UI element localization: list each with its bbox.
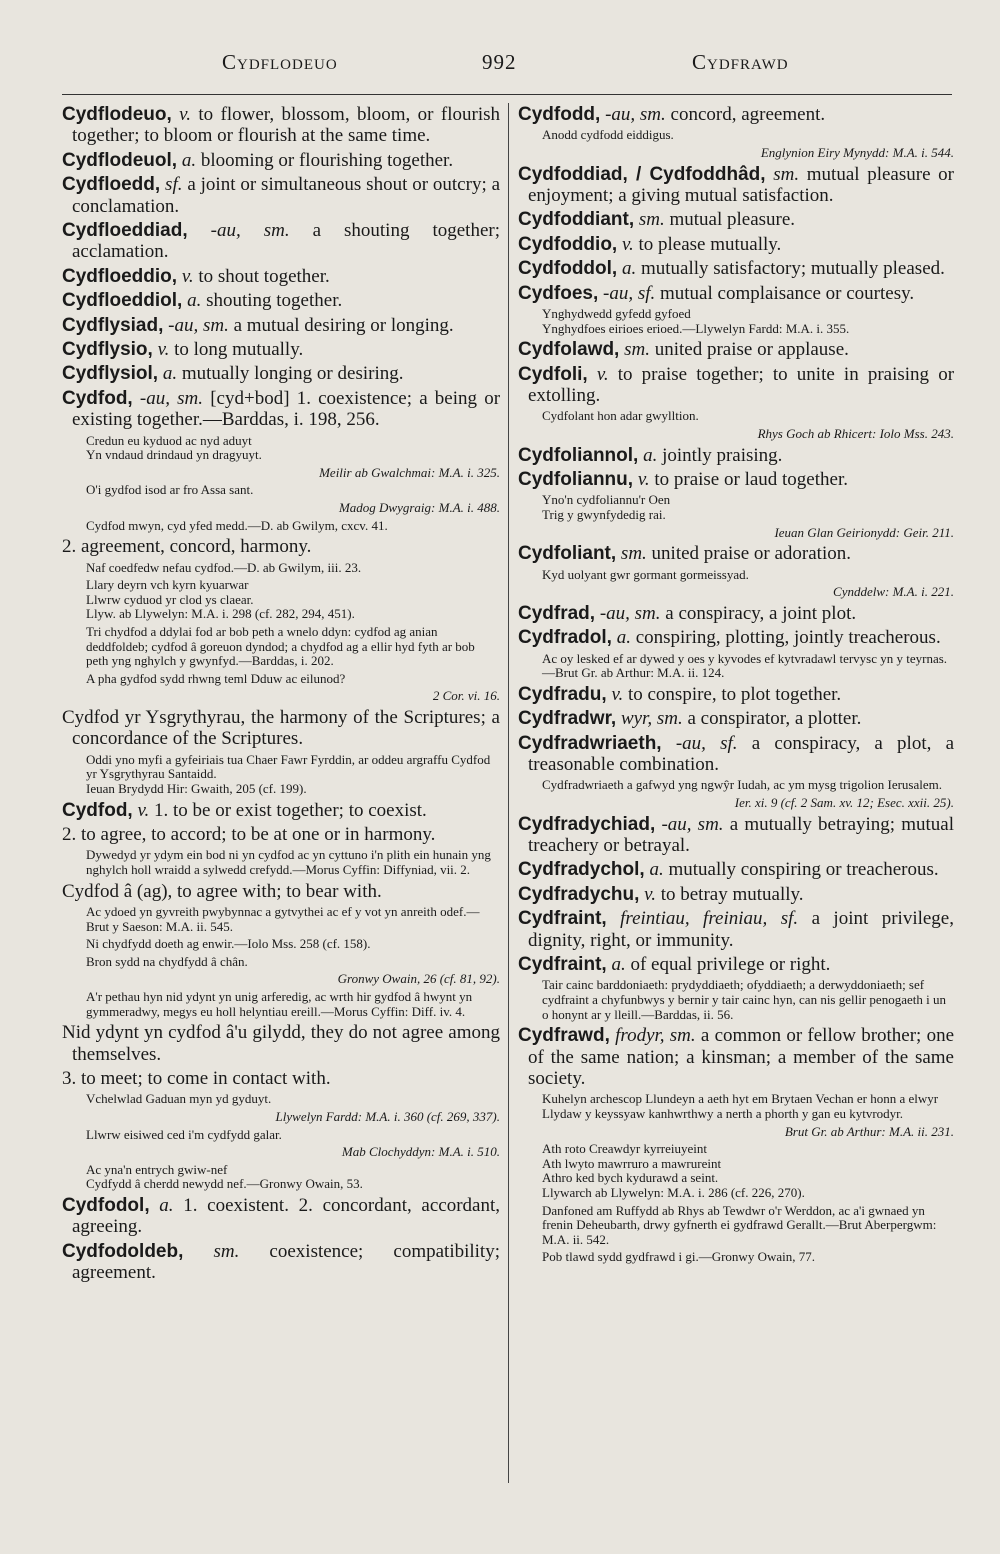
citation-line: Cydfradwriaeth a gafwyd yng ngwŷr Iudah, ac ym mysg trigolion Ierusalem. [542,777,943,793]
citation-line: Athro ked bych kydurawd a seint. [542,1170,719,1186]
citation-quote [86,1092,500,1107]
citation-source: Meilir ab Gwalchmai: M.A. i. 325. [319,464,500,480]
dictionary-entry [62,881,500,902]
dictionary-entry [62,266,500,287]
definition: shouting together. [206,290,343,312]
definition: to long mutually. [174,339,304,361]
citation-quote [86,753,500,797]
dictionary-entry [518,164,954,207]
citation-line: Kyd uolyant gwr gormant gormeissyad. [542,566,749,582]
headword: Cydfoliannol, [518,444,639,466]
dictionary-entry [518,445,954,466]
grammar-label: a. [643,444,658,466]
definition: blooming or flourishing together. [200,149,454,171]
headword: Cydfoes, [518,282,599,304]
definition: a conspirator, a plotter. [687,708,862,730]
grammar-label: -au, sm. [605,104,666,125]
grammar-label: sm. [620,543,647,565]
definition: mutual pleasure or enjoyment; a giving mutual satisfaction. [528,163,955,206]
citation-line: Ieuan Brydydd Hir: Gwaith, 205 (cf. 199). [86,781,307,796]
headword: Cydfod, [62,799,133,821]
headword: Cydfoddol, [518,258,618,280]
citation-line: Ath roto Creawdyr kyrreiuyeint [542,1141,707,1157]
citation-quote [86,561,500,576]
citation-quote [86,483,500,498]
definition: a conspiracy, a plot, a treasonable combination. [528,732,955,776]
dictionary-entry [62,150,500,171]
definition: mutually longing or desiring. [181,363,404,385]
dictionary-entry [62,824,500,845]
dictionary-entry [518,859,954,880]
definition: a mutually betraying; mutual treachery or betrayal. [528,813,954,857]
definition: to shout together. [198,265,330,287]
headword: Cydfradychiad, [518,813,656,835]
grammar-label: -au, sf. [675,732,738,754]
dictionary-entry [62,339,500,360]
headword: Cydfod, [62,387,133,409]
dictionary-entry [518,258,954,279]
dictionary-entry [518,814,954,857]
citation-source: Gronwy Owain, 26 (cf. 81, 92). [337,971,500,987]
citation-source: Ier. xi. 9 (cf. 2 Sam. xv. 12; Esec. xxii. 25). [734,795,954,811]
headword: Cydfloedd, [62,174,161,196]
dictionary-entry [62,1195,500,1238]
header-rule [62,94,952,95]
headword: Cydfraint, [518,908,607,930]
citation-quote [542,1142,954,1200]
definition: mutually conspiring or treacherous. [668,859,939,881]
headword: Cydfodd, [518,104,601,125]
citation-line: A'r pethau hyn nid ydynt yn unig arferedig, ac wrth hir gydfod â hwynt yn gymmeradwy, megys eu holl helyntiau ereill.—Morus Cyffin: Diff. iv. 4. [86,988,473,1019]
grammar-label: a. [181,149,197,171]
headword: Cydfrad, [518,602,596,624]
dictionary-entry [62,1022,500,1065]
grammar-label: wyr, sm. [620,708,683,730]
definition: 3. to meet; to come in contact with. [62,1067,331,1089]
citation-quote [86,625,500,669]
dictionary-entry [518,283,954,304]
citation-quote [542,1092,954,1121]
definition: Cydfod yr Ysgrythyrau, the harmony of the Scriptures; a concordance of the Scriptures. [62,707,500,750]
definition: united praise or applause. [654,339,849,361]
citation-line: Llwrw cyduod yr clod ys claear. [86,591,254,607]
citation-quote [86,955,500,970]
headword: Cydfradol, [518,627,612,649]
citation-quote [542,307,954,336]
citation-line: Llary deyrn vch kyrn kyuarwar [86,577,249,593]
definition: mutual pleasure. [669,209,796,231]
grammar-label: -au, sf. [603,282,656,304]
running-head-left: Cydflodeuo [222,50,338,74]
citation-line: Tair cainc barddoniaeth: prydyddiaeth; ofyddiaeth; a derwyddoniaeth; sef cydfraint a chyfunbwys y bernir y tair cainc hyn, can nis gellir penogaeth i un o honynt ar y lleill.—Barddas, ii. 56. [542,977,946,1022]
headword: Cydfraint, [518,954,607,976]
grammar-label: sm. [624,339,650,361]
headword: Cydflysiol, [62,363,159,385]
citation-quote [542,1204,954,1248]
grammar-label: a. [162,363,178,385]
citation-line: Ac ydoed yn gyvreith pwybynnac a gytvythei ac ef y vot yn anreith odef.—Brut y Saeson: M.A. ii. 545. [86,904,480,934]
dictionary-entry [518,543,954,564]
grammar-label: a. [187,290,202,312]
grammar-label: a. [611,954,626,976]
grammar-label: -au, sm. [139,387,204,409]
definition: Nid ydynt yn cydfod â'u gilydd, they do not agree among themselves. [62,1022,500,1065]
citation-quote [86,434,500,463]
headword: Cydfoddiad, / Cydfoddhâd, [518,163,766,185]
dictionary-entry [62,1068,500,1089]
dictionary-entry [518,209,954,230]
citation-quote [542,128,954,143]
headword: Cydfodoldeb, [62,1240,184,1262]
definition: coexistence; compatibility; agreement. [72,1240,500,1284]
headword: Cydfoliant, [518,543,617,565]
citation-line: Oddi yno myfi a gyfeiriais tua Chaer Fawr Fyrddin, ar oddeu argraffu Cydfod yr Ysgrythyrau Santaidd. [86,751,491,782]
headword: Cydfradu, [518,683,607,705]
headword: Cydfradwr, [518,708,617,730]
citation-line: Cydfod mwyn, cyd yfed medd.—D. ab Gwilym, cxcv. 41. [86,517,388,533]
citation-quote [542,568,954,583]
citation-quote [86,519,500,534]
citation-line: Llywarch ab Llywelyn: M.A. i. 286 (cf. 226, 270). [542,1185,805,1201]
headword: Cydfradychu, [518,883,640,905]
right-column [518,104,954,1268]
grammar-label: v. [181,265,194,287]
dictionary-entry [518,339,954,360]
definition: mutually satisfactory; mutually pleased. [640,258,945,280]
citation-source: Rhys Goch ab Rhicert: Iolo Mss. 243. [757,426,954,442]
definition: a joint or simultaneous shout or outcry; a conclamation. [72,174,501,217]
definition: mutual complaisance or courtesy. [660,282,915,304]
running-head-right: Cydfrawd [692,50,789,74]
headword: Cydflysiad, [62,314,164,336]
grammar-label: sf. [165,174,183,196]
grammar-label: a. [649,859,664,881]
headword: Cydfodol, [62,1194,150,1216]
dictionary-entry [518,708,954,729]
grammar-label: sm. [638,209,665,231]
citation-line: Ac yna'n entrych gwiw-nef [86,1161,228,1177]
grammar-label: -au, sm. [168,314,229,336]
dictionary-entry [518,684,954,705]
citation-quote [542,778,954,793]
headword: Cydfradychol, [518,859,645,881]
grammar-label: frodyr, sm. [615,1025,696,1047]
citation-line: Dywedyd yr ydym ein bod ni yn cydfod ac yn cyttuno i'n plith ein hunain yng nghylch holl wraidd a sylwedd crefydd.—Morus Cyffin: Diffyniad, vii. 2. [86,847,491,877]
dictionary-entry [518,1025,954,1089]
dictionary-entry [518,234,954,255]
citation-quote [542,1250,954,1265]
dictionary-entry [518,908,954,951]
citation-source: Mab Clochyddyn: M.A. i. 510. [341,1144,500,1160]
headword: Cydfloeddiad, [62,220,188,242]
page-number: 992 [482,50,517,74]
citation-line: Tri chydfod a ddylai fod ar bob peth a wnelo ddyn: cydfod ag anian deddfoldeb; cydfod â goreuon dyndod; a chydfod ag a ellir hyd fyth ar bob peth yng nghylch y gwynfyd.—Barddas, i. 202. [86,624,475,669]
definition: 1. to be or exist together; to coexist. [154,799,427,821]
definition: to flower, blossom, bloom, or flourish together; to bloom or flourish at the same time. [72,104,500,147]
citation-line: Vchelwlad Gaduan myn yd gyduyt. [86,1091,272,1107]
definition: 2. to agree, to accord; to be at one or in harmony. [62,824,436,845]
citation-line: Llwrw eisiwed ced i'm cydfydd galar. [86,1126,282,1142]
definition: to praise or laud together. [654,469,848,491]
citation-quote [86,905,500,934]
dictionary-entry [62,388,500,431]
definition: a mutual desiring or longing. [233,314,454,336]
citation-line: Danfoned am Ruffydd ab Rhys ab Tewdwr o'r Werddon, ac a'i gwnaed yn frenin Deheubarth, drwy gyfnerth ei gydfrawd Gerallt.—Brut Aberpergwm: M.A. ii. 542. [542,1202,937,1247]
grammar-label: -au, sm. [599,602,661,624]
grammar-label: v. [637,469,650,491]
citation-line: Kuhelyn archescop Llundeyn a aeth hyt em Brytaen Vechan er honn a elwyr Llydaw y keyssyaw kanhwrthwy a nerth a phorth y gan eu kytvrodyr. [542,1091,939,1122]
dictionary-entry [62,104,500,147]
definition: to praise together; to unite in praising or extolling. [528,363,955,407]
citation-line: Ac oy lesked ef ar dywed y oes y kyvodes ef kytvradawl tervysc yn y teyrnas.—Brut Gr. ab Arthur: M.A. ii. 124. [542,650,948,681]
citation-line: Trig y gwynfydedig rai. [542,507,666,523]
grammar-label: sm. [213,1240,240,1262]
headword: Cydfoliannu, [518,469,634,491]
citation-line: A pha gydfod sydd rhwng teml Dduw ac eilunod? [86,670,346,686]
definition: conspiring, plotting, jointly treacherous. [635,627,941,649]
definition: a conspiracy, a joint plot. [665,602,857,624]
grammar-label: v. [137,799,150,821]
dictionary-entry [62,174,500,217]
headword: Cydfrawd, [518,1025,610,1047]
citation-line: Naf coedfedw nefau cydfod.—D. ab Gwilym, iii. 23. [86,559,362,575]
citation-quote [86,848,500,877]
definition: to please mutually. [638,233,782,255]
citation-quote [86,578,500,622]
citation-quote [542,493,954,522]
dictionary-entry [62,1241,500,1284]
dictionary-entry [62,536,500,557]
citation-line: Anodd cydfodd eiddigus. [542,127,674,143]
dictionary-entry [518,364,954,407]
headword: Cydflodeuol, [62,149,178,171]
column-divider [508,103,509,1483]
citation-source: Englynion Eiry Mynydd: M.A. i. 544. [760,145,954,160]
grammar-label: a. [621,258,637,280]
citation-quote [86,672,500,687]
grammar-label: a. [159,1194,174,1216]
dictionary-entry [518,954,954,975]
citation-source: Brut Gr. ab Arthur: M.A. ii. 231. [784,1123,954,1139]
citation-line: Cydfolant hon adar gwylltion. [542,408,699,424]
citation-line: Yno'n cydfoliannu'r Oen [542,492,671,508]
citation-quote [86,1128,500,1143]
dictionary-entry [62,315,500,336]
dictionary-entry [518,104,954,125]
grammar-label: -au, sm. [210,220,290,242]
definition: 2. agreement, concord, harmony. [62,536,312,558]
grammar-label: freintiau, freiniau, sf. [620,908,799,930]
citation-line: O'i gydfod isod ar fro Assa sant. [86,482,254,498]
headword: Cydfolawd, [518,339,620,361]
headword: Cydfloeddio, [62,265,178,287]
grammar-label: sm. [773,163,800,185]
headword: Cydfoli, [518,363,588,385]
citation-line: Ni chydfydd doeth ag enwir.—Iolo Mss. 258 (cf. 158). [86,936,371,952]
definition: [cyd+bod] 1. coexistence; a being or existing together.—Barddas, i. 198, 256. [72,387,501,431]
definition: united praise or adoration. [651,543,851,565]
grammar-label: v. [157,339,170,361]
dictionary-entry [62,220,500,263]
citation-line: Cydfydd â cherdd newydd nef.—Gronwy Owain, 53. [86,1176,363,1192]
definition: concord, agreement. [670,104,826,125]
headword: Cydfradwriaeth, [518,732,662,754]
dictionary-entry [62,363,500,384]
citation-source: 2 Cor. vi. 16. [432,688,500,704]
citation-source: Ieuan Glan Geirionydd: Geir. 211. [774,524,954,540]
citation-line: Bron sydd na chydfydd â chân. [86,953,248,969]
citation-line: Ath lwyto mawrruro a mawrureint [542,1155,722,1171]
citation-line: Pob tlawd sydd gydfrawd i gi.—Gronwy Owain, 77. [542,1249,815,1265]
grammar-label: -au, sm. [661,813,724,835]
dictionary-entry [518,469,954,490]
headword: Cydfoddio, [518,233,618,255]
citation-line: Credun eu kyduod ac nyd aduyt [86,432,252,448]
grammar-label: v. [644,883,656,905]
citation-source: Llywelyn Fardd: M.A. i. 360 (cf. 269, 337). [275,1108,500,1124]
definition: Cydfod â (ag), to agree with; to bear with. [62,880,382,902]
citation-line: Yn vndaud drindaud yn dragyuyt. [86,447,262,463]
citation-quote [542,652,954,681]
dictionary-entry [518,627,954,648]
citation-quote [542,978,954,1022]
definition: jointly praising. [662,444,783,466]
citation-quote [86,1163,500,1192]
definition: a joint privilege, dignity, right, or immunity. [528,908,954,951]
citation-quote [542,409,954,424]
definition: of equal privilege or right. [630,954,831,976]
dictionary-entry [518,603,954,624]
definition: to betray mutually. [660,883,804,905]
citation-source: Cynddelw: M.A. i. 221. [833,584,954,600]
grammar-label: v. [179,104,191,125]
headword: Cydfoddiant, [518,209,635,231]
grammar-label: v. [596,363,609,385]
dictionary-entry [62,707,500,750]
headword: Cydflysio, [62,339,153,361]
headword: Cydfloeddiol, [62,290,183,312]
grammar-label: v. [611,683,624,705]
citation-source: Madog Dwygraig: M.A. i. 488. [338,500,500,516]
dictionary-entry [62,800,500,821]
dictionary-entry [518,733,954,776]
citation-quote [86,937,500,952]
grammar-label: a. [616,627,631,649]
definition: 1. coexistent. 2. concordant, accordant, agreeing. [72,1194,500,1238]
dictionary-entry [62,290,500,311]
headword: Cydflodeuo, [62,104,172,125]
left-column [62,104,500,1287]
grammar-label: v. [621,233,634,255]
citation-line: Ynghydwedd gyfedd gyfoed [542,306,691,322]
definition: to conspire, to plot together. [627,683,842,705]
definition: a shouting together; acclamation. [72,220,500,263]
dictionary-entry [518,884,954,905]
citation-line: Llyw. ab Llywelyn: M.A. i. 298 (cf. 282, 294, 451). [86,606,355,622]
definition: a common or fellow brother; one of the same nation; a kinsman; a member of the same society. [528,1025,955,1090]
citation-quote [86,990,500,1019]
citation-line: Ynghydfoes eirioes erioed.—Llywelyn Fardd: M.A. i. 355. [542,320,850,336]
